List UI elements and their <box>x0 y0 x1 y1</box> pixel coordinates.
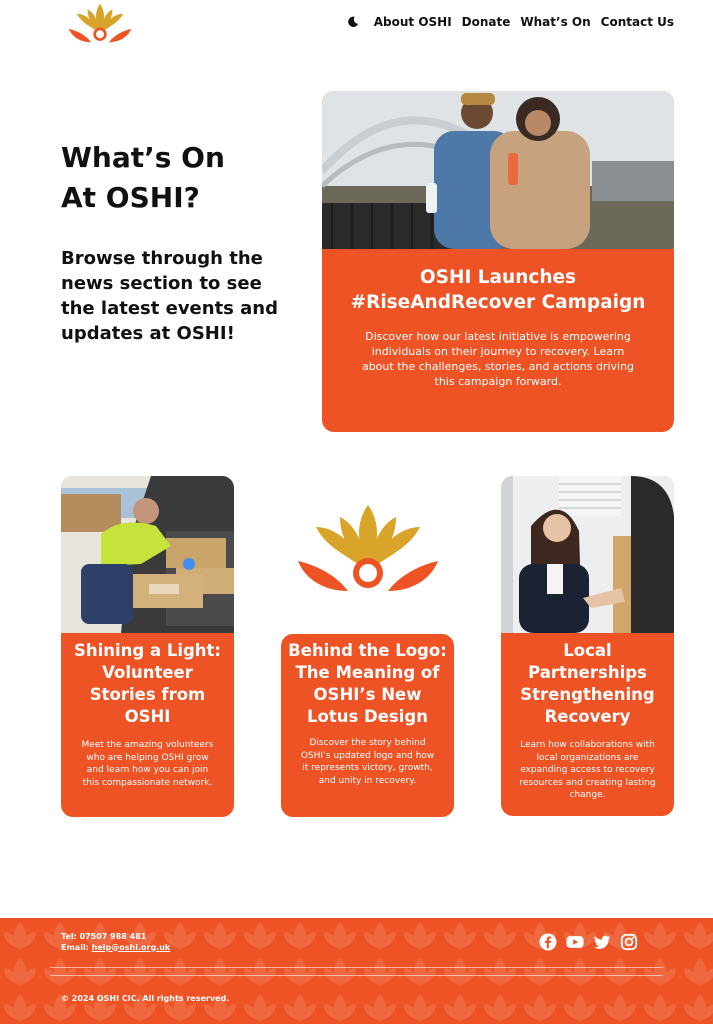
nav-donate[interactable]: Donate <box>461 15 511 29</box>
featured-news-card[interactable] <box>322 91 674 432</box>
footer-contact <box>61 932 170 953</box>
footer-tel: Tel: 07507 988 481 <box>61 932 147 941</box>
news-card-title: Behind the Logo: The Meaning of OSHI’s New Lotus Design <box>288 641 447 726</box>
footer-divider <box>50 967 663 968</box>
news-card-logo[interactable] <box>281 634 454 817</box>
site-footer <box>0 918 713 1024</box>
photo-handshake <box>501 476 674 633</box>
photo-volunteer-boxes <box>61 476 234 633</box>
social-links <box>539 933 638 951</box>
news-card-volunteers[interactable] <box>61 476 234 817</box>
news-card-body: Learn how collaborations with local organizations are expanding access to recovery resources and creating lasting change. <box>519 740 656 800</box>
page-title: What’s On At OSHI? <box>61 141 225 214</box>
facebook-icon[interactable] <box>539 933 557 951</box>
page-subtitle: Browse through the news section to see the latest events and updates at OSHI! <box>61 248 279 344</box>
featured-news-title: OSHI Launches #RiseAndRecover Campaign <box>350 267 646 313</box>
lotus-logo-icon <box>296 505 440 595</box>
news-card-body: Meet the amazing volunteers who are helping OSHI grow and learn how you can join this compassionate network. <box>81 740 214 788</box>
nav-about[interactable]: About OSHI <box>373 15 452 29</box>
footer-copyright: © 2024 OSHI CIC. All rights reserved. <box>61 994 230 1003</box>
featured-news-body: Discover how our latest initiative is empowering individuals on their journey to recovery. Learn about the challenges, stories, and actions driving this campaign forward. <box>361 330 635 388</box>
nav-whats-on[interactable]: What’s On <box>520 15 591 29</box>
news-card-title: Shining a Light: Volunteer Stories from OSHI <box>73 641 222 726</box>
twitter-icon[interactable] <box>593 933 611 951</box>
moon-icon[interactable] <box>347 15 359 29</box>
news-card-partnerships[interactable] <box>501 476 674 816</box>
email-link[interactable]: help@oshi.org.uk <box>91 942 171 952</box>
photo-couple-with-drinks <box>322 91 674 249</box>
instagram-icon[interactable] <box>620 933 638 951</box>
footer-email: Email: help@oshi.org.uk <box>61 942 171 952</box>
youtube-icon[interactable] <box>566 933 584 951</box>
main-nav <box>347 15 674 29</box>
footer-divider <box>50 975 663 976</box>
nav-contact[interactable]: Contact Us <box>600 15 674 29</box>
news-card-title: Local Partnerships Strengthening Recovery <box>520 641 655 726</box>
news-card-body: Discover the story behind OSHI’s updated logo and how it represents victory, growth, and unity in recovery. <box>300 738 435 786</box>
lotus-logo-icon[interactable] <box>66 4 134 44</box>
